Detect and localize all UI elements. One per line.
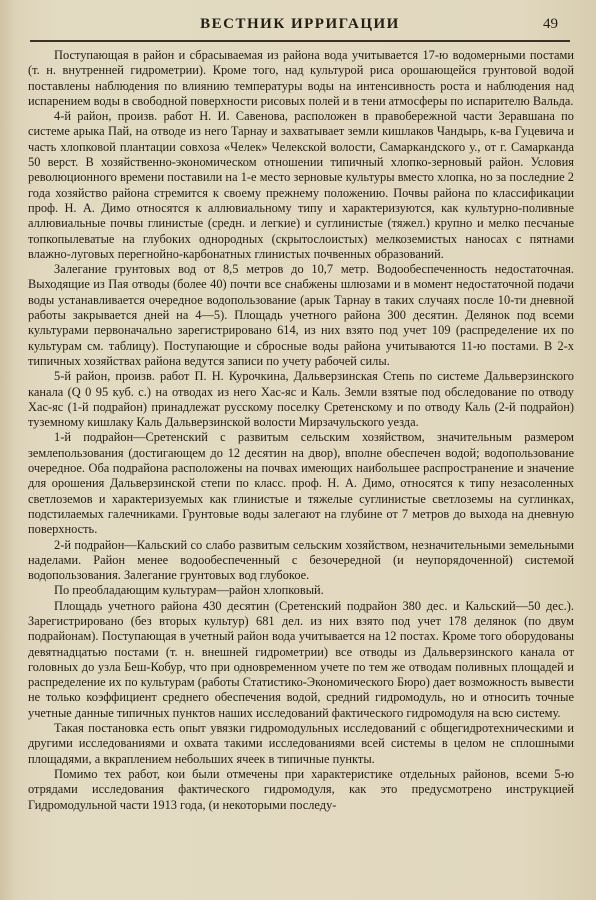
paragraph-area-5: Площадь учетного района 430 десятин (Сретенский подрайон 380 дес. и Кальский—50 дес.). Зарегистрировано (без вторых культур) 681 дел. из них взято под учет 178 делянок (по двум подрайонам). Поступающая в учетный район вода учитывается на 12 постах. Кроме того оборудованы девятнадцатью постами (т. н. внешней гидрометрии) все отводы из Дальверзинского канала от головных до узла Беш-Кобур, что при одновременном учете по тем же отводам поливных площадей и распределение их по культурам (работы Статистико-Экономического Бюро) дает возможность вывести не только коэффициент среднего обеспечения водой, средний гидромодуль, но и относить точные учетные данные типичных пунктов наших исследований фактического гидромодуля на всю систему.: [28, 598, 574, 720]
paragraph-subdistrict-2: 2-й подрайон—Кальский со слабо развитым сельским хозяйством, незначительными земельными наделами. Район менее водообеспеченный с безочередной (и неупорядоченной) системой водопользования. Залегание грунтовых вод глубокое.: [28, 537, 574, 583]
paragraph-methodology: Такая постановка есть опыт увязки гидромодульных исследований с общегидротехническими и другими исследованиями и охвата такими исследованиями всей системы в целом не сплошными площадями, а вкраплением небольших ячеек в типичные пункты.: [28, 721, 574, 766]
paragraph-district-5: 5-й район, произв. работ П. Н. Курочкина, Дальверзинская Степь по системе Дальверзинского канала (Q 0 95 куб. с.) на отводах из него Хас-яс и Каль. Земли взятые под обследование по отводу Хас-яс (1-й подрайон) принадлежат русскому поселку Сретенскому и по отводу Каль (2-й подрайон) туземному кишлаку Каль Дальверзинской волости Мирзачульского уезда.: [28, 369, 574, 430]
running-title: ВЕСТНИК ИРРИГАЦИИ: [200, 16, 400, 32]
page-header: [30, 12, 570, 42]
paragraph-district-4: 4-й район, произв. работ Н. И. Савенова, расположен в правобережной части Зеравшана по системе арыка Пай, на отводе из него Тарнау и захватывает земли кишлаков Чандырь, к-ва Гуцевича и часть хлопковой плантации совхоза «Челек» Челекской волости, Самаркандского у., от г. Самарканда 50 верст. В хозяйственно-экономическом отношении типичный хлопко-зерновый район. Условия революционного времени поставили на 1-е место зерновые культуры вместо хлопка, но за последние 2 года хозяйство района стремится к своему прежнему положению. Почвы района по классификации проф. Н. А. Димо относятся к аллювиальному типу и характеризуются, как культурно-поливные аллювиальные почвы глинистые (средн. и легкие) и суглинистые (тяжел.) крупно и мелко песчаные топкопылеватые на глубоких однородных (скрытослоистых) мелкоземистых наносах с пятнами влажно-луговых перегнойно-карбонатных глинистых почвенных образований.: [28, 109, 574, 261]
paragraph-dominant-crops: По преобладающим культурам—район хлопковый.: [54, 583, 324, 598]
paragraph-groundwater-4: Залегание грунтовых вод от 8,5 метров до 10,7 метр. Водообеспеченность недостаточная. Выходящие из Пая отводы (более 40) почти все снабжены шлюзами и в момент недостаточной подачи воды устанавливается очередное водопользование (арык Тарнау в таких случаях после 10-ти дневной работы закрывается дней на 4—5). Площадь учетного района 300 десятин. Делянок под всеми культурами первоначально зарегистрировано 614, из них взято под учет 109 (распределение их по культурам см. таблицу). Поступающие и сбросные воды района учитываются 11-ю постами. В 2-х типичных хозяйствах района ведутся записи по учету рабочей силы.: [28, 262, 574, 368]
article-body: [28, 48, 574, 813]
paragraph-water-accounting: Поступающая в район и сбрасываемая из района вода учитывается 17-ю водомерными постами (т. н. внутренней гидрометрии). Кроме того, над культурой риса орошающейся грунтовой водой поставлены наблюдения по влиянию температуры воды на интенсивность роста и наблюдения над испарением воды в свободной поверхности рисовых полей и в тени атмосферы по испарителю Вальда.: [28, 48, 574, 108]
header-rule: [30, 40, 570, 42]
page-number: 49: [543, 16, 558, 32]
paragraph-subdistrict-1: 1-й подрайон—Сретенский с развитым сельским хозяйством, значительным размером землепользования (достигающем до 12 десятин на двор), вполне обеспечен водой; водопользование очередное. Оба подрайона расположены на почвах имеющих наибольшее распространение и значение для орошения Дальверзинской степи по класс. проф. Н. А. Димо, относятся к типу незасоленных светлоземов и характеризуемых как глинистые и тяжелые суглинистые светлоземы на суглинках, подстилаемых галечниками. Грунтовые воды залегают на глубине от 7 метров до выхода на дневную поверхность.: [28, 430, 574, 537]
paragraph-other-works: Помимо тех работ, кои были отмечены при характеристике отдельных районов, всеми 5-ю отрядами исследования фактического гидромодуля, как это предусмотрено инструкцией Гидромодульной части 1913 года, (и некоторыми последу-: [28, 766, 574, 812]
